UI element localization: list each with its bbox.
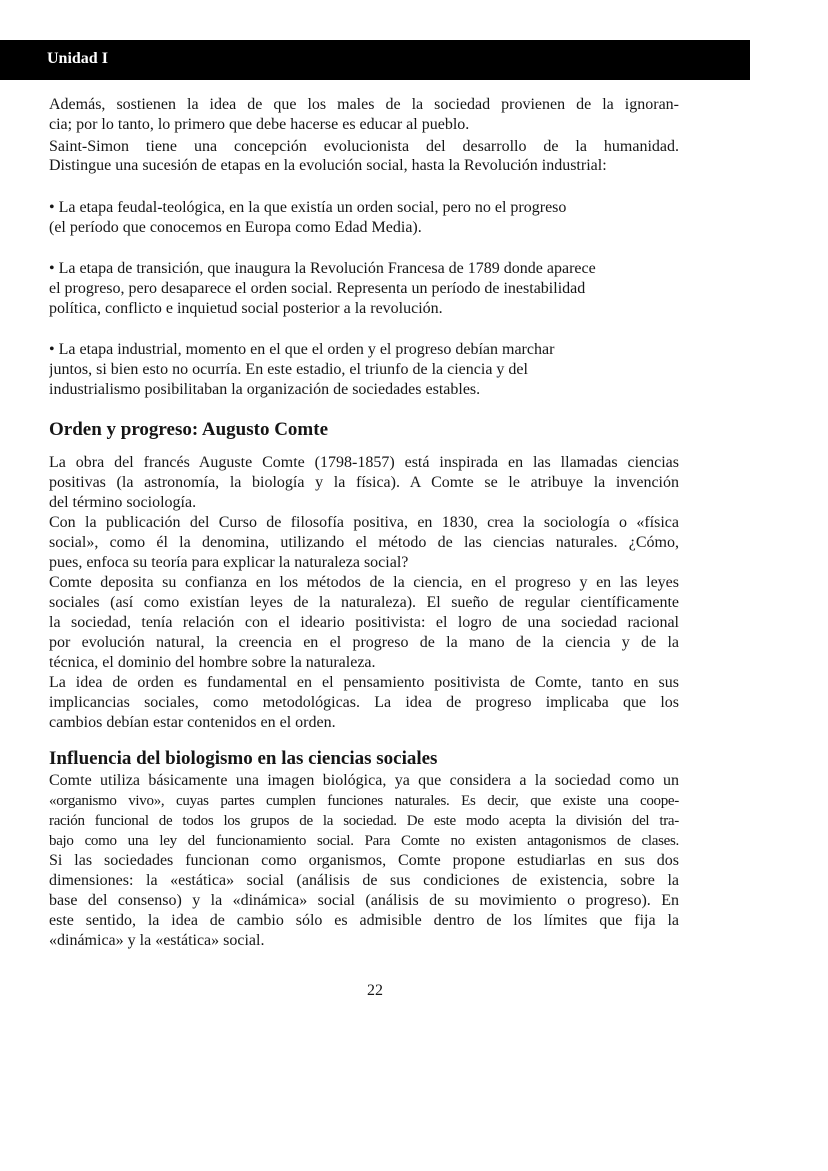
section-heading-orden-progreso: Orden y progreso: Augusto Comte — [49, 419, 329, 440]
paragraph-line: técnica, el dominio del hombre sobre la naturaleza. — [49, 654, 376, 671]
bullet-line: juntos, si bien esto no ocurría. En este estadio, el triunfo de la ciencia y del — [49, 361, 528, 378]
bullet-line: • La etapa feudal-teológica, en la que existía un orden social, pero no el progreso — [49, 199, 567, 216]
paragraph-line: implicancias sociales, como metodológicas. La idea de progreso implicaba que los — [49, 694, 679, 711]
unit-title: Unidad I — [47, 50, 108, 67]
paragraph-line: positivas (la astronomía, la biología y la física). A Comte se le atribuye la invención — [49, 474, 679, 491]
paragraph-line: Comte deposita su confianza en los métodos de la ciencia, en el progreso y en las leyes — [49, 574, 679, 591]
paragraph-line: cia; por lo tanto, lo primero que debe hacerse es educar al pueblo. — [49, 116, 470, 133]
paragraph-line: Distingue una sucesión de etapas en la evolución social, hasta la Revolución industrial: — [49, 157, 607, 174]
paragraph-line: social», como él la denomina, utilizando el método de las ciencias naturales. ¿Cómo, — [49, 534, 679, 551]
paragraph-line: Con la publicación del Curso de filosofía positiva, en 1830, crea la sociología o «física — [49, 514, 679, 531]
paragraph-line: Además, sostienen la idea de que los males de la sociedad provienen de la ignoran- — [49, 96, 679, 113]
page-number: 22 — [367, 982, 383, 999]
paragraph-line: sociales (así como existían leyes de la naturaleza). El sueño de regular científicamente — [49, 594, 679, 611]
unit-header-bar — [0, 40, 750, 80]
section-heading-biologismo: Influencia del biologismo en las ciencias sociales — [49, 748, 438, 769]
bullet-line: (el período que conocemos en Europa como Edad Media). — [49, 219, 422, 236]
paragraph-line: pues, enfoca su teoría para explicar la naturaleza social? — [49, 554, 409, 571]
paragraph-line: ración funcional de todos los grupos de la sociedad. De este modo acepta la división del tra- — [49, 813, 679, 829]
paragraph-line: La idea de orden es fundamental en el pensamiento positivista de Comte, tanto en sus — [49, 674, 679, 691]
paragraph-line: por evolución natural, la creencia en el progreso de la mano de la ciencia y de la — [49, 634, 679, 651]
paragraph-line: este sentido, la idea de cambio sólo es admisible dentro de los límites que fija la — [49, 912, 679, 929]
bullet-line: política, conflicto e inquietud social posterior a la revolución. — [49, 300, 443, 317]
paragraph-line: La obra del francés Auguste Comte (1798-1857) está inspirada en las llamadas ciencias — [49, 454, 679, 471]
paragraph-line: Saint-Simon tiene una concepción evolucionista del desarrollo de la humanidad. — [49, 138, 679, 155]
paragraph-line: Si las sociedades funcionan como organismos, Comte propone estudiarlas en sus dos — [49, 852, 679, 869]
paragraph-line: bajo como una ley del funcionamiento social. Para Comte no existen antagonismos de clases. — [49, 833, 679, 849]
bullet-line: • La etapa industrial, momento en el que el orden y el progreso debían marchar — [49, 341, 555, 358]
bullet-line: industrialismo posibilitaban la organización de sociedades estables. — [49, 381, 481, 398]
paragraph-line: la sociedad, tenía relación con el ideario positivista: el logro de una sociedad racional — [49, 614, 679, 631]
paragraph-line: Comte utiliza básicamente una imagen biológica, ya que considera a la sociedad como un — [49, 772, 679, 789]
paragraph-line: «dinámica» y la «estática» social. — [49, 932, 265, 949]
paragraph-line: «organismo vivo», cuyas partes cumplen funciones naturales. Es decir, que existe una coope- — [49, 793, 679, 809]
bullet-line: el progreso, pero desaparece el orden social. Representa un período de inestabilidad — [49, 280, 586, 297]
paragraph-line: base del consenso) y la «dinámica» social (análisis de su movimiento o progreso). En — [49, 892, 679, 909]
paragraph-line: dimensiones: la «estática» social (análisis de sus condiciones de existencia, sobre la — [49, 872, 679, 889]
paragraph-line: del término sociología. — [49, 494, 197, 511]
paragraph-line: cambios debían estar contenidos en el orden. — [49, 714, 336, 731]
bullet-line: • La etapa de transición, que inaugura la Revolución Francesa de 1789 donde aparece — [49, 260, 596, 277]
